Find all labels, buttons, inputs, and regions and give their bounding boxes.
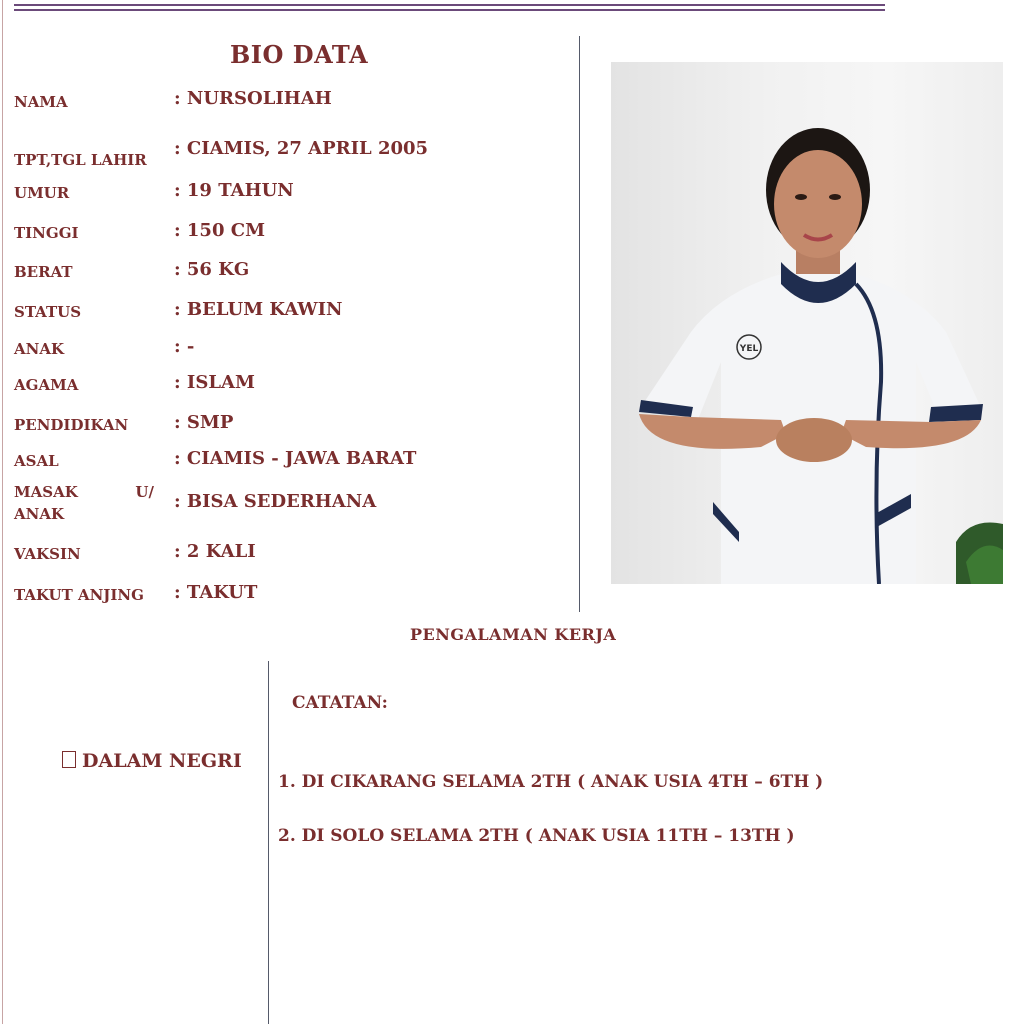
face	[774, 150, 862, 258]
field-label: NAMA	[14, 93, 68, 111]
experience-item: 1. DI CIKARANG SELAMA 2TH ( ANAK USIA 4TH – 6TH )	[278, 772, 824, 792]
field-value: : NURSOLIHAH	[174, 88, 332, 109]
profile-photo	[611, 62, 1003, 584]
field-value: : TAKUT	[174, 582, 258, 603]
field-value: : CIAMIS - JAWA BARAT	[174, 448, 417, 469]
field-value: : 2 KALI	[174, 541, 256, 562]
field-value: : ISLAM	[174, 372, 255, 393]
field-label: ANAK	[14, 340, 65, 358]
experience-category	[62, 750, 242, 772]
section-title-experience: PENGALAMAN KERJA	[410, 625, 617, 644]
field-label: AGAMA	[14, 376, 79, 394]
field-label: PENDIDIKAN	[14, 416, 129, 434]
field-label: VAKSIN	[14, 545, 81, 563]
top-rule	[14, 4, 885, 6]
right-cuff	[929, 404, 983, 422]
field-label: TINGGI	[14, 224, 79, 242]
left-eye	[795, 194, 807, 200]
experience-category-label: DALAM NEGRI	[82, 750, 242, 772]
field-value: : 56 KG	[174, 259, 250, 280]
checkbox-icon	[62, 751, 76, 768]
field-value: : 19 TAHUN	[174, 180, 294, 201]
left-border	[2, 0, 3, 1024]
clasped-hands	[776, 418, 852, 462]
top-rule-2	[14, 9, 885, 11]
field-label: TPT,TGL LAHIR	[14, 151, 147, 169]
experience-divider	[268, 661, 269, 1024]
right-arm	[841, 420, 981, 448]
field-label: UMUR	[14, 184, 70, 202]
field-value: : BISA SEDERHANA	[174, 491, 377, 512]
field-value: : -	[174, 336, 195, 357]
field-label: ASAL	[14, 452, 59, 470]
right-eye	[829, 194, 841, 200]
field-value: : 150 CM	[174, 220, 266, 241]
profile-photo-illustration	[611, 62, 1003, 584]
field-value: : CIAMIS, 27 APRIL 2005	[174, 138, 429, 159]
field-label: TAKUT ANJING	[14, 586, 144, 604]
notes-label: CATATAN:	[292, 693, 388, 713]
field-value: : BELUM KAWIN	[174, 299, 343, 320]
field-label: MASAK U/ ANAK	[14, 483, 154, 523]
field-value: : SMP	[174, 412, 234, 433]
field-label: BERAT	[14, 263, 73, 281]
uniform-logo-text: YEL	[739, 344, 759, 354]
page-title: BIO DATA	[230, 40, 369, 69]
experience-item: 2. DI SOLO SELAMA 2TH ( ANAK USIA 11TH – 13TH )	[278, 826, 795, 846]
field-label: STATUS	[14, 303, 82, 321]
column-divider	[579, 36, 580, 612]
